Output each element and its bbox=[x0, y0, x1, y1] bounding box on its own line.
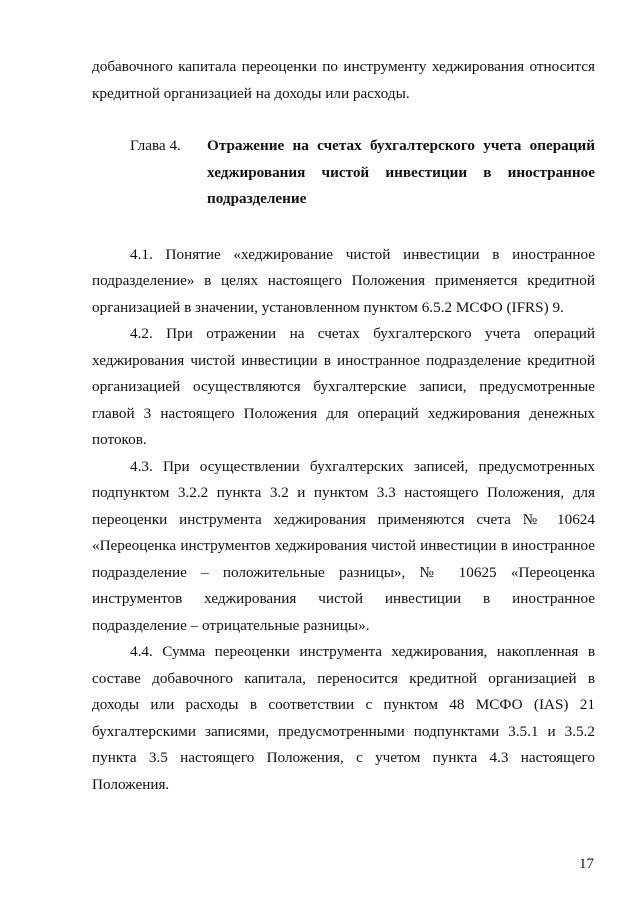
chapter-title: Отражение на счетах бухгалтерского учета операций хеджирования чистой инвестиции в иностранное подразделение bbox=[207, 137, 595, 207]
paragraph-4-2: 4.2. При отражении на счетах бухгалтерского учета операций хеджирования чистой инвестиции в иностранное подразделение кредитной организацией осуществляются бухгалтерские записи, предусмотренные главой 3 настоящего Положения для операций хеджирования денежных потоков. bbox=[92, 325, 595, 448]
intro-paragraph: добавочного капитала переоценки по инструменту хеджирования относится кредитной организацией на доходы или расходы. bbox=[92, 58, 595, 102]
chapter-heading bbox=[92, 133, 595, 213]
document-page bbox=[92, 54, 595, 798]
page-number: 17 bbox=[579, 856, 594, 872]
paragraph-4-3: 4.3. При осуществлении бухгалтерских записей, предусмотренных подпунктом 3.2.2 пункта 3.2 и пунктом 3.3 настоящего Положения, для переоценки инструмента хеджирования применяются счета № 10624 «Переоценка инструментов хеджирования чистой инвестиции в иностранное подразделение – положительные разницы», № 10625 «Переоценка инструментов хеджирования чистой инвестиции в иностранное подразделение – отрицательные разницы». bbox=[92, 457, 595, 634]
paragraph-4-1: 4.1. Понятие «хеджирование чистой инвестиции в иностранное подразделение» в целях настоящего Положения применяется кредитной организацией в значении, установленном пунктом 6.5.2 МСФО (IFRS) 9. bbox=[92, 245, 595, 316]
paragraph-4-4: 4.4. Сумма переоценки инструмента хеджирования, накопленная в составе добавочного капитала, переносится кредитной организацией в доходы или расходы в соответствии с пунктом 48 МСФО (IAS) 21 бухгалтерскими записями, предусмотренными подпунктами 3.5.1 и 3.5.2 пункта 3.5 настоящего Положения, с учетом пункта 4.3 настоящего Положения. bbox=[92, 643, 595, 793]
chapter-label: Глава 4. bbox=[130, 137, 181, 154]
